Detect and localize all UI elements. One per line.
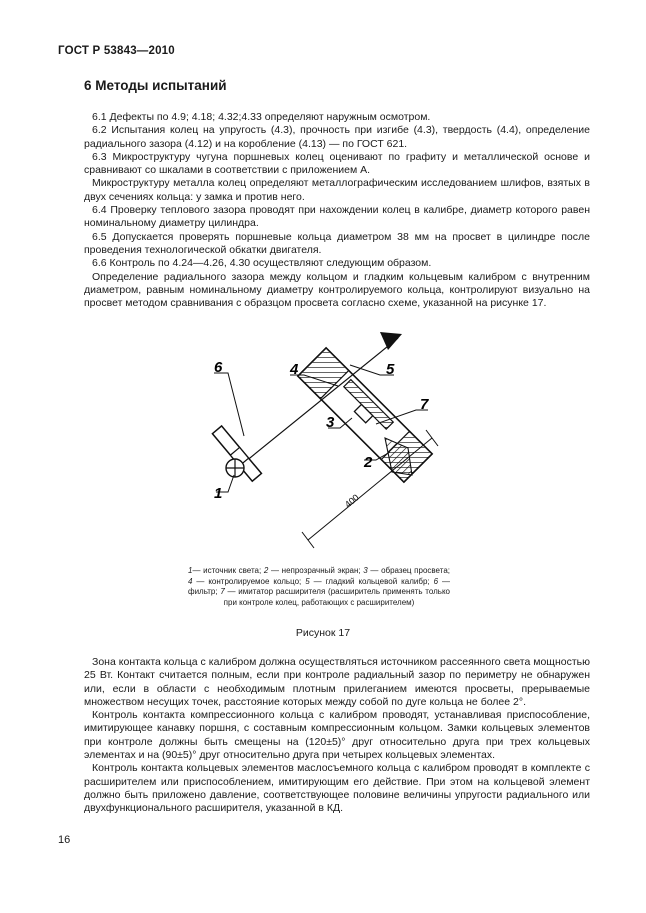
label-7: 7 <box>420 396 429 413</box>
label-2: 2 <box>364 454 373 471</box>
paragraph-6-2: 6.2 Испытания колец на упругость (4.3), прочность при изгибе (4.3), твердость (4.4), определение радиального зазора (4.12) и на коробление (4.13) — по ГОСТ 621. <box>84 124 590 150</box>
paragraph-6-1: 6.1 Дефекты по 4.9; 4.18; 4.32;4.33 определяют наружным осмотром. <box>92 111 431 123</box>
legend-text-3: — образец просвета; <box>367 566 450 575</box>
legend-text-7: — имитатор расширителя (расширитель применять только при контроле колец, работающих с расширителем) <box>223 587 450 607</box>
legend-num-5: 5 <box>305 576 310 586</box>
eye-arrow-icon <box>380 332 402 350</box>
paragraph-6-5: 6.5 Допускается проверять поршневые кольца диаметром 38 мм на просвет в цилиндре после проведения технологической обкатки двигателя. <box>84 230 590 256</box>
legend-num-6: 6 <box>433 576 439 586</box>
paragraph-contact-zone: Зона контакта кольца с калибром должна осуществляться источником рассеянного света мощностью 25 Вт. Контакт считается полным, если при контроле радиальный зазор по периметру не обнаружен или, если в области с необходимым плотным прилеганием имеются просветы, прерываемые множеством несущих точек, расстояние которых между собой по дуге кольца не более 2°. <box>84 656 590 708</box>
dimension-tick-a <box>302 532 314 548</box>
legend-num-2: 2 <box>263 566 269 575</box>
paragraph-radial-gap: Определение радиального зазора между кольцом и гладким кольцевым калибром с внутренним диаметром, равным номинальному диаметру контролируемого кольца, контролируют визуально на просвет методом сравнивания с образцом просвета согласно схеме, указанной на рисунке 17. <box>84 270 590 310</box>
legend-num-7: 7 <box>220 587 225 597</box>
leader-6 <box>214 373 244 436</box>
label-4: 4 <box>290 361 299 378</box>
dimension-value: 400 <box>342 492 361 510</box>
legend-text-5: — гладкий кольцевой калибр; <box>309 576 434 586</box>
legend-num-3: 3 <box>363 566 368 575</box>
dimension-tick-b <box>426 430 438 446</box>
label-5: 5 <box>386 361 395 378</box>
ring-sample <box>344 380 393 429</box>
paragraph-6-4: 6.4 Проверку теплового зазора проводят при нахождении колец в калибре, диаметр которого равен номинальному диаметру цилиндра. <box>84 204 590 230</box>
paragraph-oil-ring: Контроль контакта кольцевых элементов маслосъемного кольца с калибром проводят в комплекте с расширителем или приспособлением, имитирующим его действие. При этом на кольцевой элемент должно быть приложено давление, соответствующее половине величины упругости радиального или двухфункционального расширителя, указанной в КД. <box>84 762 590 815</box>
label-1: 1 <box>214 485 223 502</box>
page-number: 16 <box>58 834 71 846</box>
paragraph-compression-ring: Контроль контакта компрессионного кольца с калибром проводят, устанавливая приспособление, имитирующее канавку поршня, с составным компрессионным кольцом. Замки кольцевых элементов при контроле должны быть смещены на (120±5)° друг относительно друга при трех кольцевых элементах и на (90±5)° друг относительно друга при четырех кольцевых элементах. <box>84 709 590 762</box>
document-header: ГОСТ Р 53843—2010 <box>58 45 175 57</box>
calibre-hatch-top <box>298 348 349 399</box>
paragraph-microstructure: Микроструктуру металла колец определяют металлографическим исследованием шлифов, взятых в двух сечениях кольца: у замка и против него. <box>84 177 590 203</box>
text-block-bottom <box>84 656 590 816</box>
label-6: 6 <box>214 359 223 376</box>
figure-legend <box>188 566 450 608</box>
paragraph-6-6: 6.6 Контроль по 4.24—4.26, 4.30 осуществляют следующим образом. <box>92 257 432 270</box>
paragraph-6-3: 6.3 Микроструктуру чугуна поршневых колец оценивают по графиту и металлической основе и сравнивают со шкалами в соответствии с приложением А. <box>84 150 590 177</box>
section-title: 6 Методы испытаний <box>84 78 227 93</box>
figure-caption: Рисунок 17 <box>295 627 351 639</box>
legend-text-4: — контролируемое кольцо; <box>192 576 306 586</box>
legend-text-2: — непрозрачный экран; <box>268 566 364 575</box>
label-3: 3 <box>326 414 335 431</box>
legend-text-6: — фильтр; <box>188 576 450 597</box>
legend-num-4: 4 <box>188 576 193 586</box>
figure-17-diagram <box>180 320 470 550</box>
legend-text-1: — источник света; <box>192 566 264 575</box>
text-block-top <box>84 111 590 310</box>
legend-num-1: 1 <box>188 566 193 575</box>
